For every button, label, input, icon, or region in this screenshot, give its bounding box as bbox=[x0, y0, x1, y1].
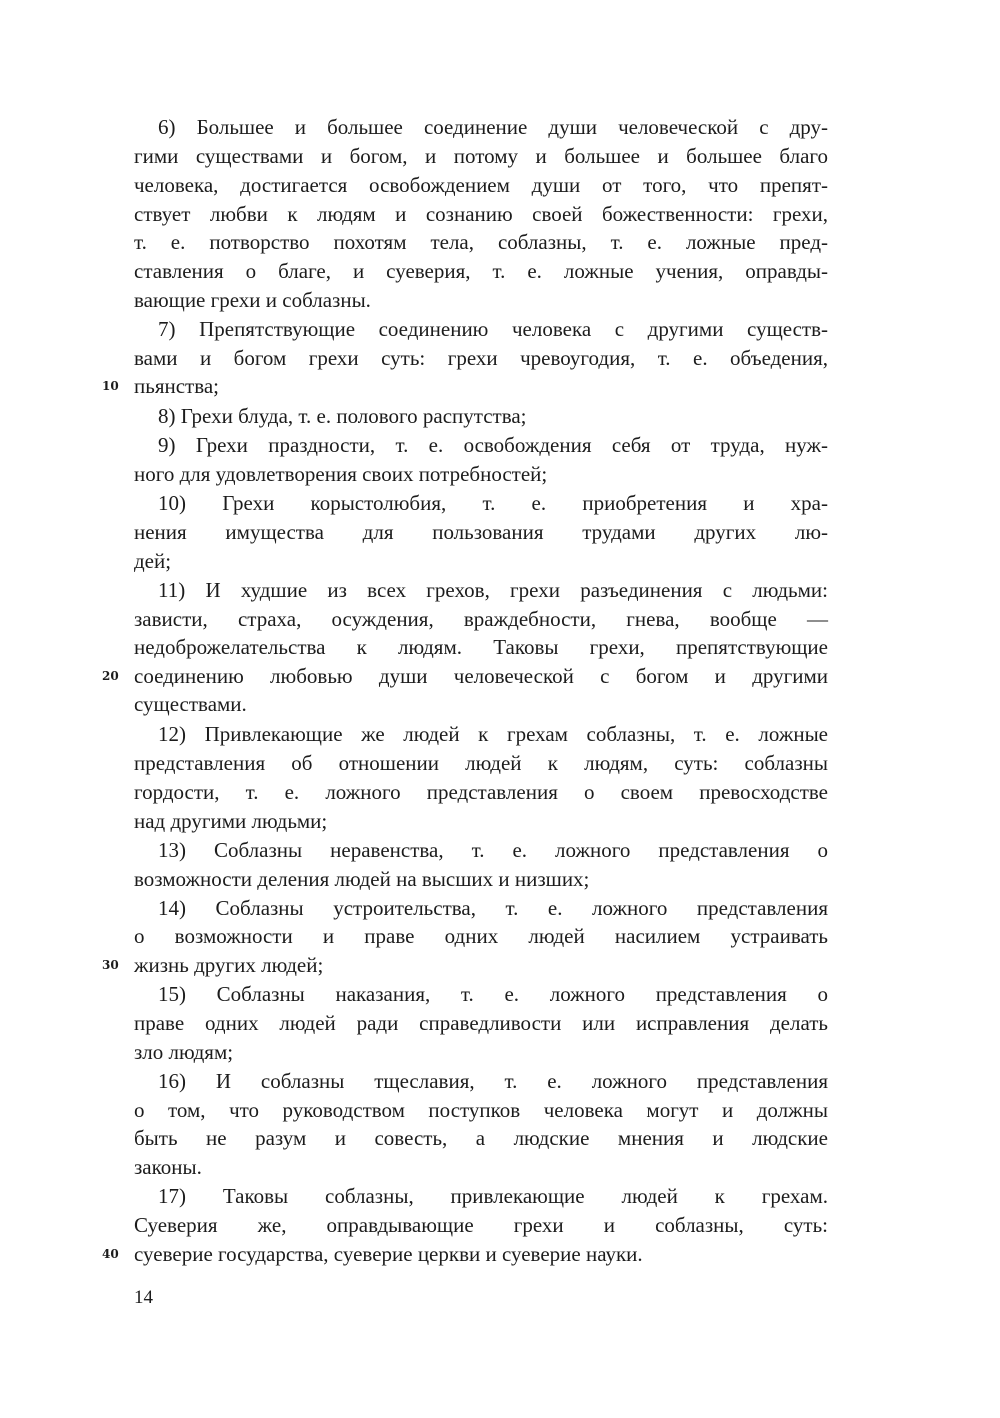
text-line: суеверие государства, суеверие церкви и суеверие науки. bbox=[134, 1242, 643, 1266]
text-line: 16) И соблазны тщеславия, т. е. ложного представления bbox=[158, 1069, 828, 1093]
text-line: соединению любовью души человеческой с богом и другими bbox=[134, 664, 828, 688]
text-line: 7) Препятствующие соединению человека с другими существ- bbox=[158, 317, 828, 341]
text-line: 6) Большее и большее соединение души человеческой с дру- bbox=[158, 115, 828, 139]
line-number-marker: 20 bbox=[102, 669, 119, 683]
text-line: праве одних людей ради справедливости или исправления делать bbox=[134, 1011, 828, 1035]
text-line: над другими людьми; bbox=[134, 809, 328, 833]
text-line: зависти, страха, осуждения, враждебности, гнева, вообще — bbox=[134, 607, 828, 631]
text-line: о возможности и праве одних людей насилием устраивать bbox=[134, 924, 828, 948]
text-line: вающие грехи и соблазны. bbox=[134, 288, 371, 312]
text-line: 13) Соблазны неравенства, т. е. ложного представления о bbox=[158, 838, 828, 862]
text-line: 8) Грехи блуда, т. е. полового распутства; bbox=[158, 404, 527, 428]
text-line: Суеверия же, оправдывающие грехи и соблазны, суть: bbox=[134, 1213, 828, 1237]
line-number-marker: 40 bbox=[102, 1247, 119, 1261]
text-line: 12) Привлекающие же людей к грехам соблазны, т. е. ложные bbox=[158, 722, 828, 746]
text-line: быть не разум и совесть, а людские мнения и людские bbox=[134, 1126, 828, 1150]
text-line: вами и богом грехи суть: грехи чревоугодия, т. е. объедения, bbox=[134, 346, 828, 370]
text-line: законы. bbox=[134, 1155, 202, 1179]
text-line: нения имущества для пользования трудами других лю- bbox=[134, 520, 828, 544]
text-line: ного для удовлетворения своих потребностей; bbox=[134, 462, 548, 486]
text-line: существами. bbox=[134, 692, 247, 716]
text-line: гими существами и богом, и потому и большее и большее благо bbox=[134, 144, 828, 168]
text-line: пьянства; bbox=[134, 374, 220, 398]
line-number-marker: 30 bbox=[102, 958, 119, 972]
text-line: 9) Грехи праздности, т. е. освобождения себя от труда, нуж- bbox=[158, 433, 828, 457]
text-line: недоброжелательства к людям. Таковы грехи, препятствующие bbox=[134, 635, 828, 659]
text-line: 17) Таковы соблазны, привлекающие людей к грехам. bbox=[158, 1184, 828, 1208]
text-line: человека, достигается освобождением души от того, что препят- bbox=[134, 173, 828, 197]
text-line: зло людям; bbox=[134, 1040, 234, 1064]
text-line: 10) Грехи корыстолюбия, т. е. приобретения и хра- bbox=[158, 491, 828, 515]
text-line: жизнь других людей; bbox=[134, 953, 324, 977]
text-line: дей; bbox=[134, 549, 172, 573]
text-line: 15) Соблазны наказания, т. е. ложного представления о bbox=[158, 982, 828, 1006]
text-line: ставления о благе, и суеверия, т. е. ложные учения, оправды- bbox=[134, 259, 828, 283]
line-number-marker: 10 bbox=[102, 379, 119, 393]
text-line: 11) И худшие из всех грехов, грехи разъединения с людьми: bbox=[158, 578, 828, 602]
text-line: т. е. потворство похотям тела, соблазны, т. е. ложные пред- bbox=[134, 230, 828, 254]
text-line: представления об отношении людей к людям, суть: соблазны bbox=[134, 751, 828, 775]
text-line: 14) Соблазны устроительства, т. е. ложного представления bbox=[158, 896, 828, 920]
text-line: возможности деления людей на высших и низших; bbox=[134, 867, 590, 891]
text-line: ствует любви к людям и сознанию своей божественности: грехи, bbox=[134, 202, 828, 226]
text-line: гордости, т. е. ложного представления о своем превосходстве bbox=[134, 780, 828, 804]
page-number: 14 bbox=[134, 1287, 153, 1308]
text-line: о том, что руководством поступков человека могут и должны bbox=[134, 1098, 828, 1122]
